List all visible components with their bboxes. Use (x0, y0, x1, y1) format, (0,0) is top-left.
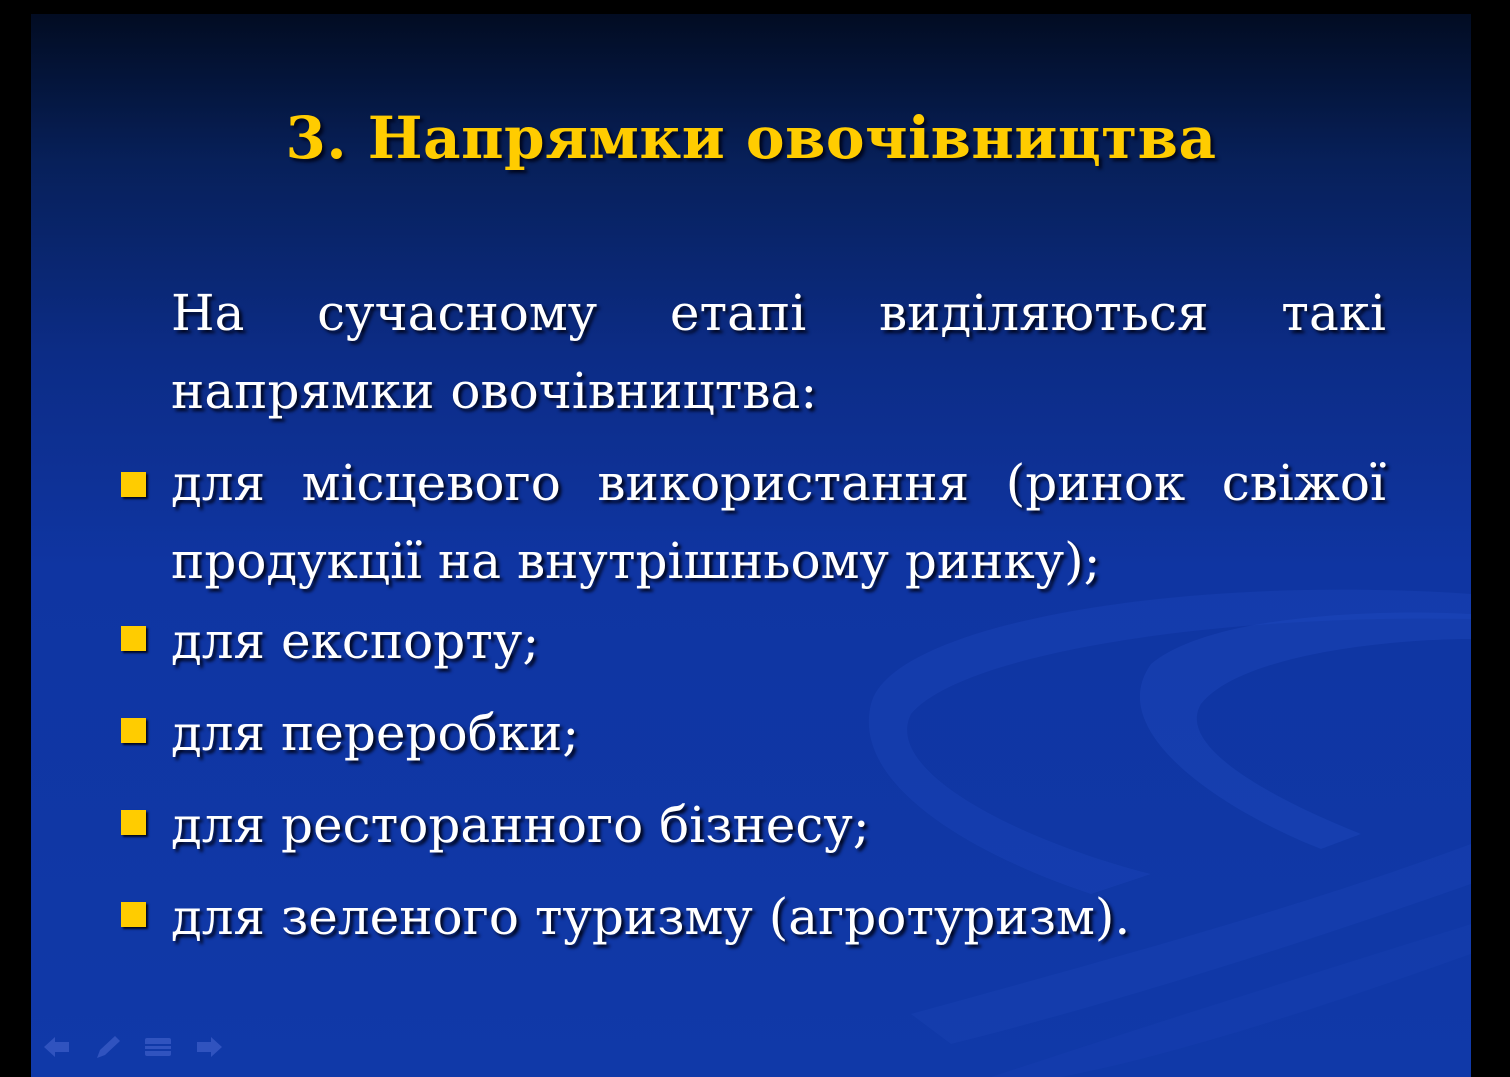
list-item-text: для переробки; (171, 704, 580, 762)
bullet-square-icon (121, 472, 146, 497)
list-item-text: для місцевого використання (ринок свіжої продукції на внутрішньому ринку); (171, 454, 1386, 590)
bullet-square-icon (121, 810, 146, 835)
list-item-text: для експорту; (171, 612, 540, 670)
presentation-slide (31, 14, 1471, 1077)
arrow-left-icon[interactable] (41, 1032, 75, 1062)
list-item-text: для зеленого туризму (агротуризм). (171, 888, 1131, 946)
intro-paragraph: На сучасному етапі виділяються такі напрямки овочівництва: (171, 284, 1386, 420)
bullet-square-icon (121, 902, 146, 927)
arrow-right-icon[interactable] (191, 1032, 225, 1062)
bullet-square-icon (121, 626, 146, 651)
slideshow-navigation (41, 1032, 231, 1062)
slide-title: 3. Напрямки овочівництва (285, 104, 1217, 172)
menu-icon[interactable] (141, 1032, 175, 1062)
list-item-text: для ресторанного бізнесу; (171, 796, 870, 854)
pen-icon[interactable] (91, 1032, 125, 1062)
bullet-square-icon (121, 718, 146, 743)
